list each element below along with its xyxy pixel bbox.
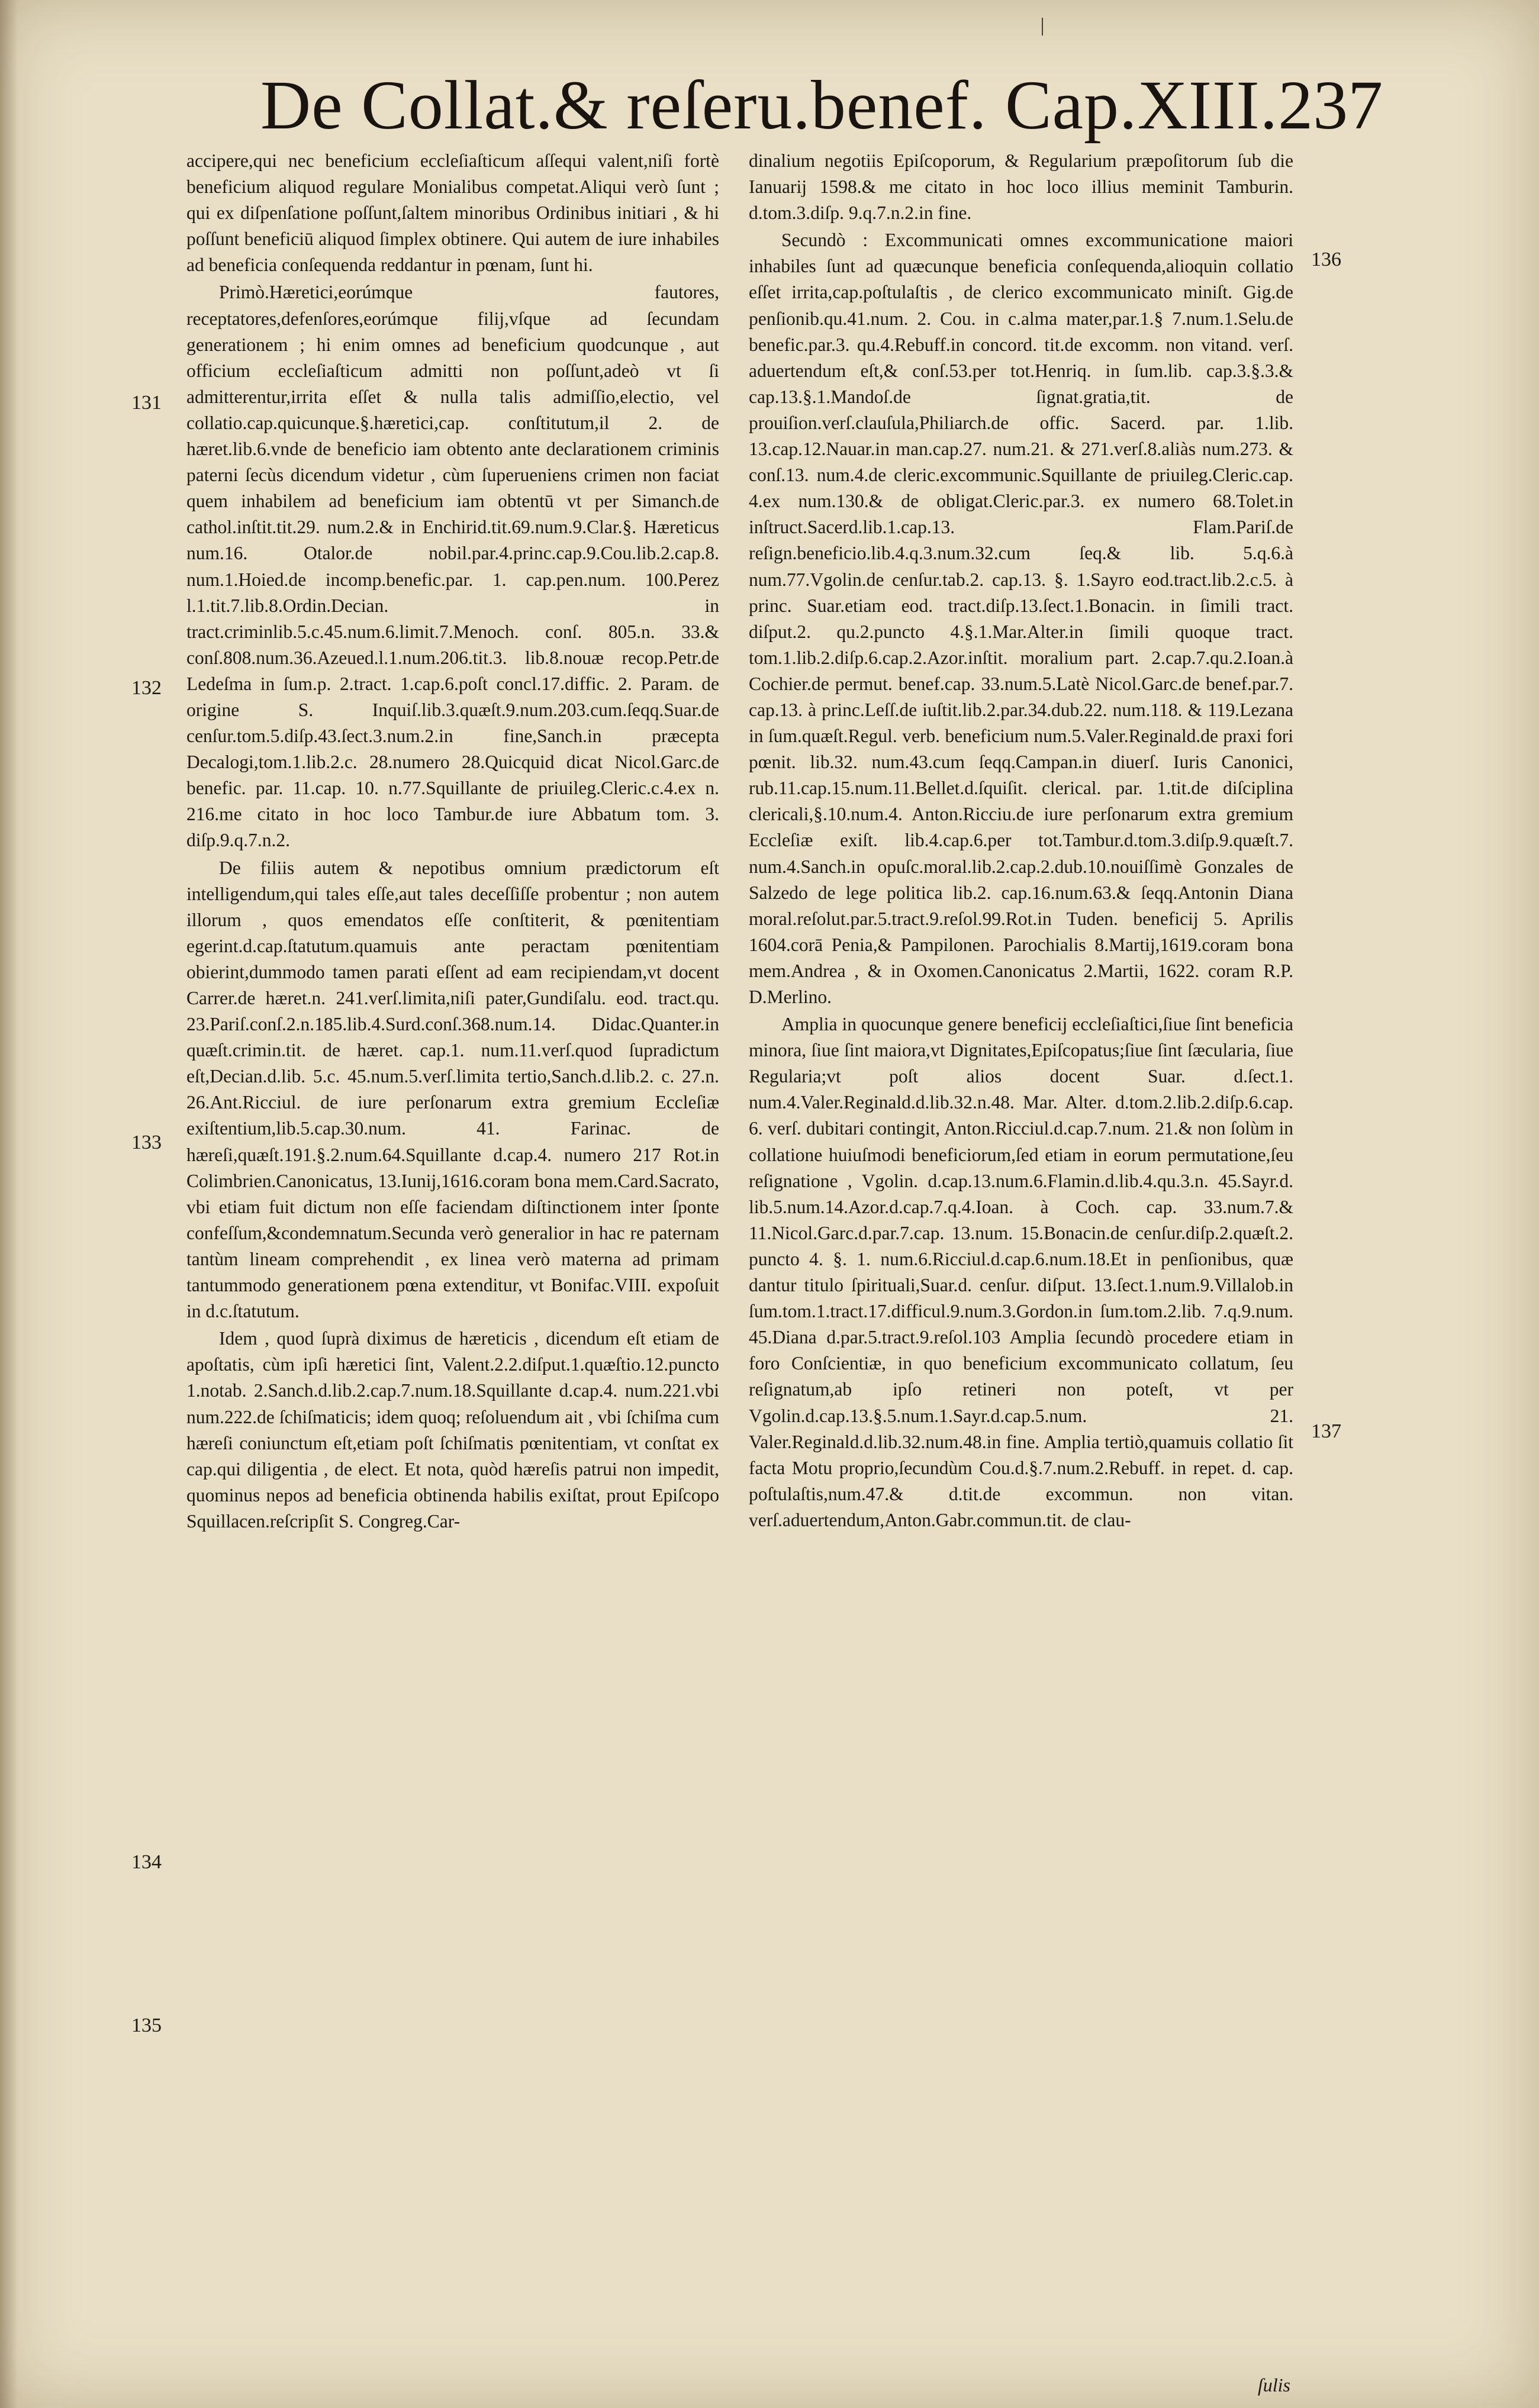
paragraph-apostatis: Idem , quod ſuprà diximus de hæreticis , dicendum eſt etiam de apoſtatis, cùm ipſi hæretici ſint, Valent.2.2.diſput.1.quæſtio.12.puncto 1.notab. 2.Sanch.d.lib.2.cap.7.num.18.Squillante d.cap.4. num.221.vbi num.222.de ſchiſmaticis; idem quoq; reſoluendum ait , vbi ſchiſma cum hæreſi coniunctum eſt,etiam poſt ſchiſmatis pœnitentiam, vt conſtat ex cap.qui diligentia , de elect. Et nota, quòd hæreſis patrui non impedit, quominus nepos ad beneficia obtinenda habilis exiſtat, prout Epiſcopo Squillacen.reſcripſit S. Congreg.Car-: [186, 1328, 719, 1532]
margin-number-137: 137: [1311, 1420, 1341, 1442]
margin-number-133: 133: [131, 1132, 162, 1153]
margin-number-135: 135: [131, 2014, 162, 2036]
binding-shadow: [0, 0, 18, 2408]
margin-number-131: 131: [131, 392, 162, 414]
catchword: ſulis: [1257, 2374, 1290, 2396]
page-header: [260, 65, 1383, 154]
top-mark: [1042, 18, 1043, 36]
paragraph-haeretici: Primò.Hæretici,eorúmque fautores, receptatores,defenſores,eorúmque filij,vſque ad ſecundam generationem ; hi enim omnes ad beneficium quodcunque , aut officium eccleſiaſticum admitti non poſſunt,adeò vt ſi admitterentur,irrita eſſet & nulla talis admiſſio,electio, vel collatio.cap.quicunque.§.hæretici,cap. conſtitutum,il 2. de hæret.lib.6.vnde de beneficio iam obtento ante declarationem criminis paterni ſecùs dicendum videtur , cùm ſuperueniens crimen non faciat quem inhabilem ad beneficium iam obtentū vt per Simanch.de cathol.inſtit.tit.29. num.2.& in Enchirid.tit.69.num.9.Clar.§. Hæreticus num.16. Otalor.de nobil.par.4.princ.cap.9.Cou.lib.2.cap.8. num.1.Hoied.de incomp.benefic.par. 1. cap.pen.num. 100.Perez l.1.tit.7.lib.8.Ordin.Decian. in tract.criminlib.5.c.45.num.6.limit.7.Menoch. conſ. 805.n. 33.& conſ.808.num.36.Azeued.l.1.num.206.tit.3. lib.8.nouæ recop.Petr.de Ledeſma in ſum.p. 2.tract. 1.cap.6.poſt concl.17.diffic. 2. Param. de origine S. Inquiſ.lib.3.quæſt.9.num.203.cum.ſeqq.Suar.de cenſur.tom.5.diſp.43.ſect.3.num.2.in fine,Sanch.in præcepta Decalogi,tom.1.lib.2.c. 28.numero 28.Quicquid dicat Nicol.Garc.de benefic. par. 11.cap. 10. n.77.Squillante de priuileg.Cleric.c.4.ex n. 216.me citato in hoc loco Tambur.de iure Abbatum tom. 3. diſp.9.q.7.n.2.: [186, 282, 719, 851]
page-number: 237: [1278, 66, 1383, 144]
paragraph-continuation: dinalium negotiis Epiſcoporum, & Regularium præpoſitorum ſub die Ianuarij 1598.& me citato in hoc loco illius meminit Tamburin. d.tom.3.diſp. 9.q.7.n.2.in fine.: [749, 150, 1293, 224]
running-title: De Collat.& reſeru.benef. Cap.XIII.: [260, 66, 1279, 144]
left-column: [186, 148, 719, 2361]
margin-number-136: 136: [1311, 249, 1341, 270]
paragraph-filiis: De filiis autem & nepotibus omnium prædictorum eſt intelligendum,qui tales eſſe,aut tales deceſſiſſe probentur ; non autem illorum , quos emendatos eſſe conſtiterit, & pœnitentiam egerint.d.cap.ſtatutum.quamuis ante peractam pœnitentiam obierint,dummodo tamen parati eſſent ad eam recipiendam,vt docent Carrer.de hæret.n. 241.verſ.limita,niſi pater,Gundiſalu. eod. tract.qu. 23.Pariſ.conſ.2.n.185.lib.4.Surd.conſ.368.num.14. Didac.Quanter.in quæſt.crimin.tit. de hæret. cap.1. num.11.verſ.quod ſupradictum eſt,Decian.d.lib. 5.c. 45.num.5.verſ.limita tertio,Sanch.d.lib.2. c. 27.n. 26.Ant.Ricciul. de iure perſonarum extra gremium Eccleſiæ exiſtentium,lib.5.cap.30.num. 41. Farinac. de hæreſi,quæſt.191.§.2.num.64.Squillante d.cap.4. numero 217 Rot.in Colimbrien.Canonicatus, 13.Iunij,1616.coram bona mem.Card.Sacrato, vbi etiam fuit dictum non eſſe faciendam diſtinctionem inter ſponte confeſſum,&condemnatum.Secunda verò generalior in hac re paternam tantùm lineam comprehendit , ex linea verò materna ad primam tantummodo generationem pœna extenditur, vt Bonifac.VIII. expoſuit in d.c.ſtatutum.: [186, 857, 719, 1322]
paragraph-intro: accipere,qui nec beneficium eccleſiaſticum aſſequi valent,niſi fortè beneficium aliquod regulare Monialibus competat.Aliqui verò ſunt ; qui ex diſpenſatione poſſunt,ſaltem minoribus Ordinibus initiari , & hi poſſunt beneficiū aliquod ſimplex obtinere. Qui autem de iure inhabiles ad beneficia conſequenda reddantur in pœnam, ſunt hi.: [186, 150, 719, 276]
right-column: [749, 148, 1293, 2361]
margin-number-132: 132: [131, 677, 162, 699]
margin-number-134: 134: [131, 1851, 162, 1873]
paragraph-amplia: Ampliа in quocunque genere beneficij eccleſiaſtici,ſiue ſint beneficia minora, ſiue ſint maiora,vt Dignitates,Epiſcopatus;ſiue ſint ſæcularia, ſiue Regularia;vt poſt alios docent Suar. d.ſect.1. num.4.Valer.Reginald.d.lib.32.n.48. Mar. Alter. d.tom.2.lib.2.diſp.6.cap. 6. verſ. dubitari contingit, Anton.Ricciul.d.cap.7.num. 21.& non ſolùm in collatione huiuſmodi beneficiorum,ſed etiam in eorum permutatione,ſeu reſignatione , Vgolin. d.cap.13.num.6.Flamin.d.lib.4.qu.3.n. 45.Sayr.d. lib.5.num.14.Azor.d.cap.7.q.4.Ioan. à Coch. cap. 33.num.7.& 11.Nicol.Garc.d.par.7.cap. 13.num. 15.Bonacin.de cenſur.diſp.2.quæſt.2. puncto 4. §. 1. num.6.Ricciul.d.cap.6.num.18.Et in penſionibus, quæ dantur titulo ſpirituali,Suar.d. cenſur. diſput. 13.ſect.1.num.9.Villalob.in ſum.tom.1.tract.17.difficul.9.num.3.Gordon.in ſum.tom.2.lib. 7.q.9.num. 45.Diana d.par.5.tract.9.reſol.103 Amplia ſecundò procedere etiam in foro Conſcientiæ, in quo beneficium excommunicato collatum, ſeu reſignatum,ab ipſo retineri non poteſt, vt per Vgolin.d.cap.13.§.5.num.1.Sayr.d.cap.5.num. 21. Valer.Reginald.d.lib.32.num.48.in fine. Amplia tertiò,quamuis collatio ſit facta Motu proprio,ſecundùm Cou.d.§.7.num.2.Rebuff. in repet. d. cap. poſtulaſtis,num.47.& d.tit.de excommun. non vitan. verſ.aduertendum,Anton.Gabr.commun.tit. de clau-: [749, 1014, 1293, 1530]
paragraph-excommunicati: Secundò : Excommunicati omnes excommunicatione maiori inhabiles ſunt ad quæcunque beneficia conſequenda,alioquin collatio eſſet irrita,cap.poſtulaſtis , de clerico excommunicato miniſt. Gig.de penſionib.qu.41.num. 2. Cou. in c.alma mater,par.1.§ 7.num.1.Selu.de benefic.par.3. qu.4.Rebuff.in concord. tit.de excomm. non vitand. verſ. aduertendum eſt,& conſ.53.per tot.Henriq. in ſum.lib. cap.3.§.3.& cap.13.§.1.Mandoſ.de ſignat.gratia,tit. de prouiſion.verſ.clauſula,Philiarch.de offic. Sacerd. par. 1.lib. 13.cap.12.Nauar.in man.cap.27. num.21. & 271.verſ.8.aliàs num.273. & conſ.13. num.4.de cleric.excommunic.Squillante de priuileg.Cleric.cap. 4.ex num.130.& de obligat.Cleric.par.3. ex numero 68.Tolet.in inſtruct.Sacerd.lib.1.cap.13. Flam.Pariſ.de reſign.beneficio.lib.4.q.3.num.32.cum ſeq.& lib. 5.q.6.à num.77.Vgolin.de cenſur.tab.2. cap.13. §. 1.Sayro eod.tract.lib.2.c.5. à princ. Suar.etiam eod. tract.diſp.13.ſect.1.Bonacin. in ſimili tract. diſput.2. qu.2.puncto 4.§.1.Mar.Alter.in ſimili quoque tract. tom.1.lib.2.diſp.6.cap.2.Azor.inſtit. moralium part. 2.cap.7.qu.2.Ioan.à Cochier.de permut. benef.cap. 33.num.5.Latè Nicol.Garc.de benef.par.7. cap.13. à princ.Leſſ.de iuſtit.lib.2.par.34.dub.22. num.118. & 119.Lezana in ſum.quæſt.Regul. verb. beneficium num.5.Valer.Reginald.de praxi fori pœnit. lib.32. num.43.cum ſeqq.Campan.in diuerſ. Iuris Canonici, rub.11.cap.15.num.11.Bellet.d.ſquiſit. clerical. par. 1.tit.de diſciplina clericali,§.10.num.4. Anton.Ricciu.de iure perſonarum extra gremium Eccleſiæ exiſt. lib.4.cap.6.per tot.Tambur.d.tom.3.diſp.9.quæſt.7. num.4.Sanch.in opuſc.moral.lib.2.cap.2.dub.10.nouiſſimè Gonzales de Salzedo de lege politica lib.2. cap.16.num.63.& ſeqq.Antonin Diana moral.reſolut.par.5.tract.9.reſol.99.Rot.in Tuden. beneficij 5. Aprilis 1604.corā Penia,& Pampilonen. Parochialis 8.Martij,1619.coram bona mem.Andrea , & in Oxomen.Canonicatus 2.Martii, 1622. coram R.P. D.Merlino.: [749, 230, 1293, 1007]
